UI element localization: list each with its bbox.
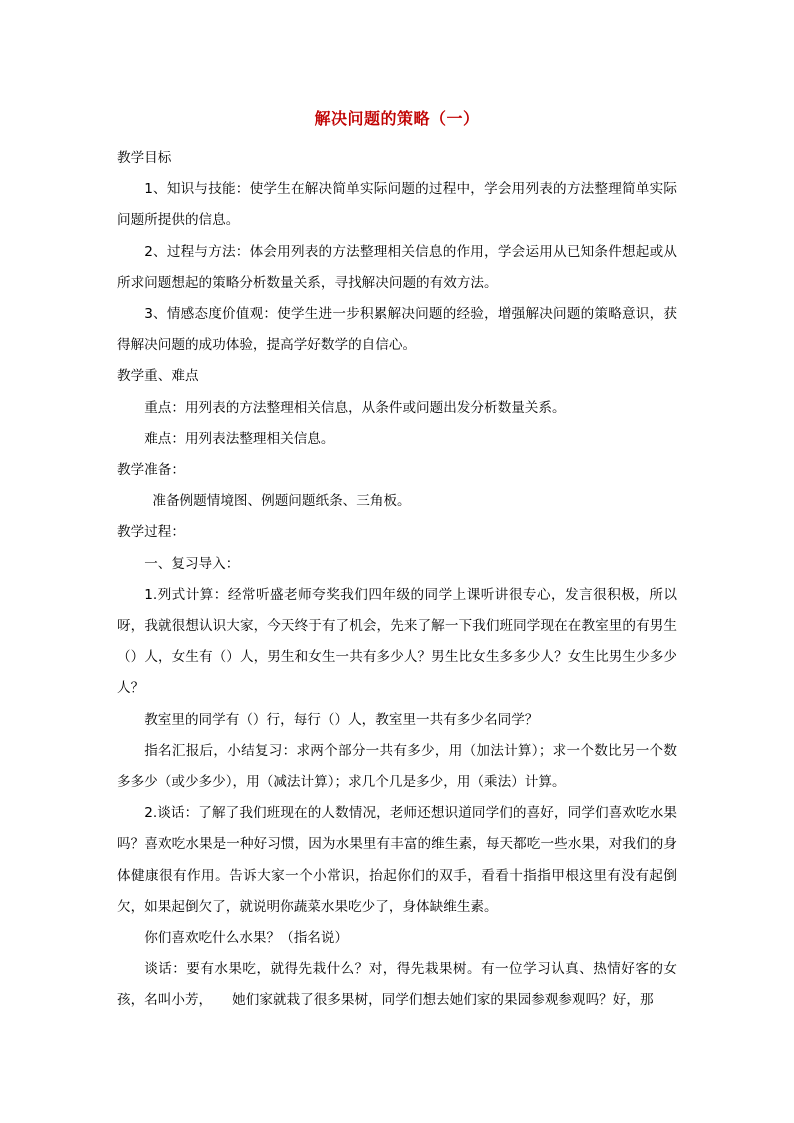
heading-key-points: 教学重、难点 [117, 368, 199, 385]
paragraph-talk-fruit: 2.谈话：了解了我们班现在的人数情况，老师还想识道同学们的喜好，同学们喜欢吃水果吗？喜欢吃水果是一种好习惯，因为水果里有丰富的维生素，每天都吃一些水果，对我们的身体健康很有作用。告诉大家一个小常识，抬起你们的双手，看看十指指甲根这里有没有起倒欠，如果起倒欠了，就说明你蔬菜水果吃少了，身体缺维生素。 [117, 805, 677, 915]
heading-goals: 教学目标 [117, 150, 172, 166]
paragraph-key-point: 重点：用列表的方法整理相关信息，从条件或问题出发分析数量关系。 [144, 399, 566, 416]
document-body [117, 143, 677, 1017]
paragraph-goal-2: 2、过程与方法：体会用列表的方法整理相关信息的作用，学会运用从已知条件想起或从所求问题想起的策略分析数量关系，寻找解决问题的有效方法。 [117, 243, 677, 291]
paragraph-calculation: 1.列式计算：经常听盛老师夸奖我们四年级的同学上课听讲很专心，发言很积极，所以呀，我就很想认识大家，今天终于有了机会，先来了解一下我们班同学现在在教室里的有男生（）人，女生有（）人，男生和女生一共有多少人？男生比女生多多少人？女生比男生少多少人？ [117, 586, 677, 697]
paragraph-summary: 指名汇报后，小结复习：求两个部分一共有多少，用（加法计算）；求一个数比另一个数多多少（或少多少），用（减法计算）；求几个几是多少，用（乘法）计算。 [117, 742, 677, 791]
step-review-intro: 一、复习导入： [144, 555, 240, 572]
paragraph-classroom: 教室里的同学有（）行，每行（）人，教室里一共有多少名同学？ [144, 711, 539, 728]
paragraph-difficulty: 难点：用列表法整理相关信息。 [144, 430, 335, 447]
heading-preparation: 教学准备： [117, 462, 185, 479]
paragraph-orchard [117, 954, 677, 1016]
document-title: 解决问题的策略（一） [314, 109, 480, 128]
paragraph-favorite-fruit: 你们喜欢吃什么水果？（指名说） [144, 930, 349, 947]
heading-process: 教学过程： [117, 524, 185, 541]
orchard-text-part-1: 谈话：要有水果吃，就得先栽什么？对，得先栽果树。有一位学习认真、热情好客的女孩，名叫小芳， [117, 961, 677, 1009]
paragraph-goal-3: 3、情感态度价值观：使学生进一步积累解决问题的经验，增强解决问题的策略意识，获得解决问题的成功体验，提高学好数学的自信心。 [117, 306, 677, 354]
orchard-text-part-2: 她们家就栽了很多果树，同学们想去她们家的果园参观参观吗？好，那 [232, 992, 654, 1009]
paragraph-goal-1: 1、知识与技能：使学生在解决简单实际问题的过程中，学会用列表的方法整理简单实际问题所提供的信息。 [117, 181, 677, 229]
paragraph-preparation: 准备例题情境图、例题问题纸条、三角板。 [152, 493, 411, 510]
